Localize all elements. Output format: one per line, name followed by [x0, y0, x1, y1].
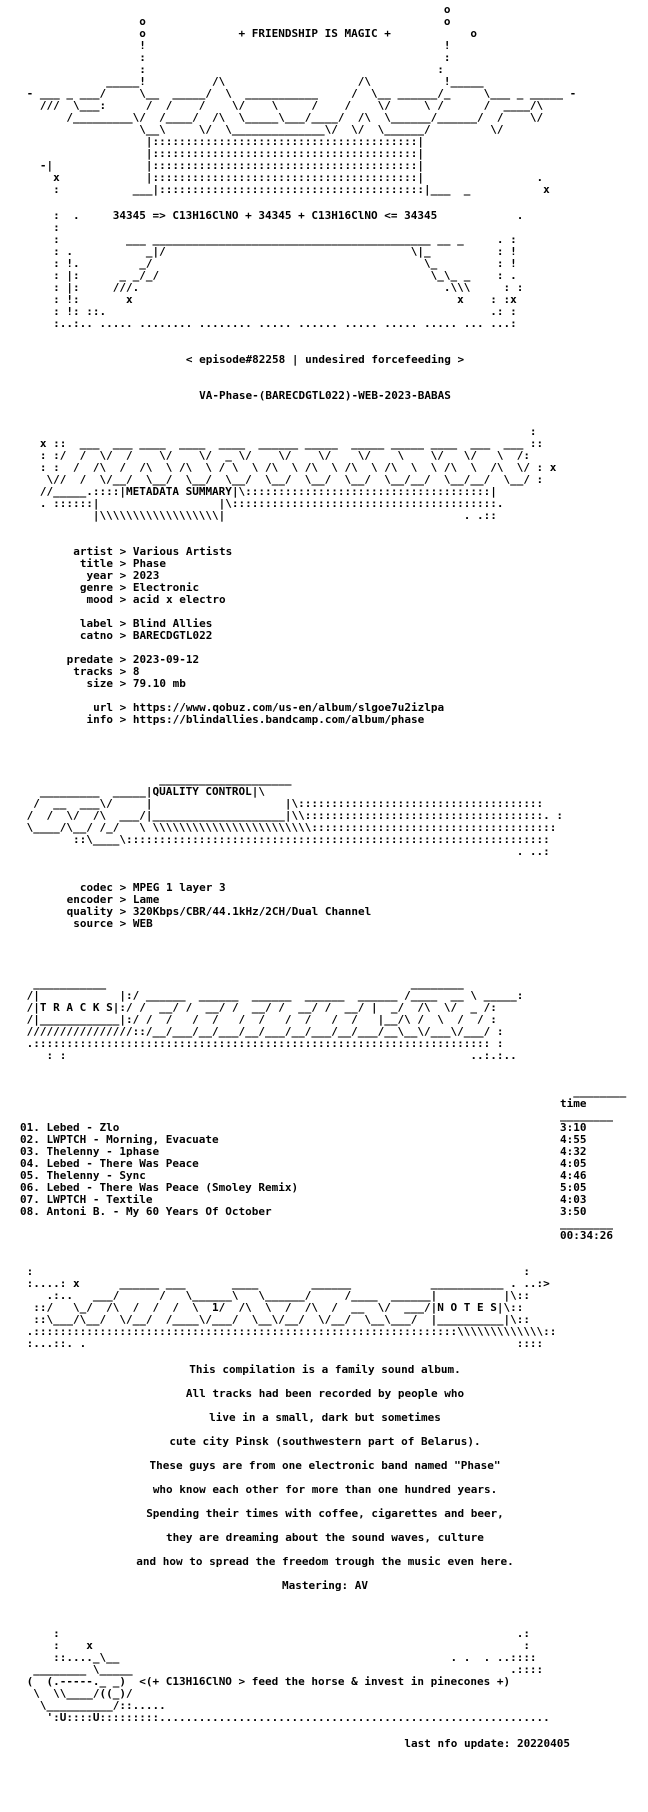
meta-row-info[interactable]: info > https://blindallies.bandcamp.com/album/phase — [86, 713, 425, 726]
track-row: 01. Lebed - Zlo 3:10 — [20, 1121, 587, 1134]
notes-line: they are dreaming about the sound waves, culture — [166, 1531, 484, 1544]
quality-row-quality: quality > 320Kbps/CBR/44.1kHz/2CH/Dual Channel — [66, 905, 372, 918]
release-name: VA-Phase-(BARECDGTL022)-WEB-2023-BABAS — [199, 389, 451, 402]
notes-line: This compilation is a family sound album. — [189, 1363, 461, 1376]
header-ascii-art-top: o o o o + FRIENDSHIP IS MAGIC + o ! ! : : : : _____! /\ /\ !_____ - ___ _ ___/ \__ _____/ \ ___________ / \__ ______/_ \___ _ _____ - /// \___: / / / \/ \ / / \/ \ / / ____/\ /_________\/ /____/ /\ \_____\___/____/ /\ \______/______/ / \/ \__\ \/ \______________\/ \/ \______/ \/ |::::::::::::::::::::::::::::::::::::::::| |::::::::::::::::::::::::::::::::::::::::| -| |::::::::::::::::::::::::::::::::::::::::| x |::::::::::::::::::::::::::::::::::::::::| . : ___|::::::::::::::::::::::::::::::::::::::::|___ _ x — [26, 3, 577, 196]
metadata-list — [60, 546, 630, 726]
notes-body — [20, 1364, 630, 1592]
notes-line: All tracks had been recorded by people who — [185, 1387, 465, 1400]
quality-row-source: source > WEB — [73, 917, 153, 930]
time-column-header: time — [560, 1097, 587, 1110]
header-ascii-art-bottom: : : ___ __________________________________________ __ _ . : : . _|/ \|_ : ! : !. _/ \_ : ! : |: _ _/_/ \_\_ _ : . : |: ///. .\\\ : : : !: x x : :x : !: ::. .: : :..:.. ..... ........ ........ ..... ...... ..... ..... ..... ... ...: — [53, 221, 524, 330]
episode-line: < episode#82258 | undesired forcefeeding > — [185, 353, 465, 366]
notes-line: cute city Pinsk (southwestern part of Belarus). — [169, 1435, 481, 1448]
meta-row-title: title > Phase — [79, 557, 166, 570]
track-row: 06. Lebed - There Was Peace (Smoley Remix) 5:05 — [20, 1181, 587, 1194]
quality-section-title: QUALITY CONTROL — [152, 785, 252, 798]
track-row: 05. Thelenny - Sync 4:46 — [20, 1169, 587, 1182]
track-row: 08. Antoni B. - My 60 Years Of October 3:50 — [20, 1205, 587, 1218]
formula: 34345 => C13H16ClNO + 34345 + C13H16ClNO <= 34345 — [112, 209, 438, 222]
quality-section-art: ____________________ _________ _____|QUALITY CONTROL|\ / __ ___\/ | |\::::::::::::::::::::::::::::::::::::: / / \/ /\ ___/|____________________|\\::::::::::::::::::::::::::::::::::::. : \____/\__/ /_/ \ \\\\\\\\\\\\\\\\\\\\\\\\::::::::::::::::::::::::::::::::::::: ::\____\:::::::::::::::::::::::::::::::::::::::::::::::::::::::::::::::: . ..: — [26, 773, 564, 858]
quality-row-encoder: encoder > Lame — [66, 893, 160, 906]
meta-row-catno: catno > BARECDGTL022 — [79, 629, 213, 642]
notes-line: Spending their times with coffee, cigarettes and beer, — [146, 1507, 504, 1520]
quality-row-codec: codec > MPEG 1 layer 3 — [79, 881, 226, 894]
tracks-section-title: T R A C K S — [39, 1001, 113, 1014]
nfo-document — [20, 4, 630, 1750]
footer-ascii-art: : .: : x : ::...._\__ . . . ..:::: ________ \_____ .:::: ( (.-----._ _) <(+ C13H16ClNO > feed the horse & invest in pinecones +) \ \\____/((_)/ \__________/::..... ':U::::U:::::::::........................................................... — [26, 1627, 550, 1724]
notes-credit: Mastering: AV — [281, 1579, 369, 1592]
meta-row-url[interactable]: url > https://www.qobuz.com/us-en/album/slgoe7u2izlpa — [93, 701, 445, 714]
notes-line: live in a small, dark but sometimes — [209, 1411, 441, 1424]
track-row: 07. LWPTCH - Textile 4:03 — [20, 1193, 587, 1206]
track-row: 02. LWPTCH - Morning, Evacuate 4:55 — [20, 1133, 587, 1146]
tagline: + FRIENDSHIP IS MAGIC + — [238, 27, 391, 40]
meta-row-size: size > 79.10 mb — [86, 677, 186, 690]
meta-row-year: year > 2023 — [86, 569, 160, 582]
meta-row-artist: artist > Various Artists — [73, 545, 233, 558]
last-update: last nfo update: 20220405 — [404, 1737, 570, 1750]
notes-section-art: : : :....: x ______ ___ ____ ______ ___________ . ..:> .:.. ___/ / \______\ \______/ /____ ______| |\:: ::/ \_/ /\ / / / \ 1/ /\ \ / /\ / __ \/ ___/|N O T E S|\:: ::\___/\__/ \/__/ /____\/___/ \__\/__/ \/__/ \__\___/ |__________|\:: .::::::::::::::::::::::::::::::::::::::::::::::::::::::::::::::::\\\\\\\\\\\\\:: :...::. . :::: — [26, 1265, 557, 1350]
meta-row-genre: genre > Electronic — [79, 581, 200, 594]
footer-slogan: <(+ C13H16ClNO > feed the horse & invest in pinecones +) — [139, 1675, 511, 1688]
track-row: 04. Lebed - There Was Peace 4:05 — [20, 1157, 587, 1170]
notes-line: who know each other for more than one hundred years. — [152, 1483, 498, 1496]
meta-row-mood: mood > acid x electro — [86, 593, 226, 606]
notes-section-title: N O T E S — [437, 1301, 497, 1314]
formula-line: : . 34345 => C13H16ClNO + 34345 + C13H16ClNO <= 34345 . — [20, 209, 524, 222]
tracks-section-art: ___________ ________ /| |:/ ______ ______ ______ ______ ______ /____ __ \ _____: /|T R A C K S|:/ / __/ / __/ / __/ / __/ / __/ | _/ /\ \/ _ /: /|____________|:/ / / / / / / / / / / |__/\ / \ / / : ////////////////::/__/___/__/___/__/___/__/___/__/___/__\__\/___\/___/ : .::::::::::::::::::::::::::::::::::::::::::::::::::::::::::::::::::::: : : : ..:.:.. — [26, 977, 524, 1062]
metadata-section-title: METADATA SUMMARY — [125, 485, 232, 498]
meta-row-predate: predate > 2023-09-12 — [66, 653, 200, 666]
meta-row-label: label > Blind Allies — [79, 617, 213, 630]
tracklist: ________ time ________ 01. Lebed - Zlo 3:10 02. LWPTCH - Morning, Evacuate 4:55 03. Thelenny - 1phase 4:32 04. Lebed - There Was Peace 4:05 05. Thelenny - Sync 4:46 06. Lebed - There Was Peace (Smoley Remix) 5:05 07. LWPTCH - Textile 4:03 08. Antoni B. - My 60 Years Of October 3:50 ________ 00:34:26 — [20, 1086, 630, 1242]
notes-line: These guys are from one electronic band named "Phase" — [149, 1459, 501, 1472]
metadata-section-art: : x :: ___ ___ ____ ____ ____ ______ _____ _____ _____ ____ ___ ___ :: : :/ / \/ / \/ \/ _ \/ \/ \/ \/ \ \/ \/ \ /: : : / /\ / /\ \ /\ \ / \ \ /\ \ /\ \ /\ \ /\ \ \ /\ \ /\ \/ : x \// / \/__/ \__/ \__/ \__/ \__/ \__/ \__/ \__/__/ \__/__/ \__/ : //_____.::::|METADATA SUMMARY|\:::::::::::::::::::::::::::::::::::::| . ::::::| |\::::::::::::::::::::::::::::::::::::::::. |\\\\\\\\\\\\\\\\\\| . .:: — [39, 425, 557, 522]
meta-row-tracks: tracks > 8 — [73, 665, 140, 678]
total-time: 00:34:26 — [560, 1229, 613, 1242]
notes-line: and how to spread the freedom trough the music even here. — [136, 1555, 514, 1568]
quality-list — [60, 882, 630, 930]
track-row: 03. Thelenny - 1phase 4:32 — [20, 1145, 587, 1158]
